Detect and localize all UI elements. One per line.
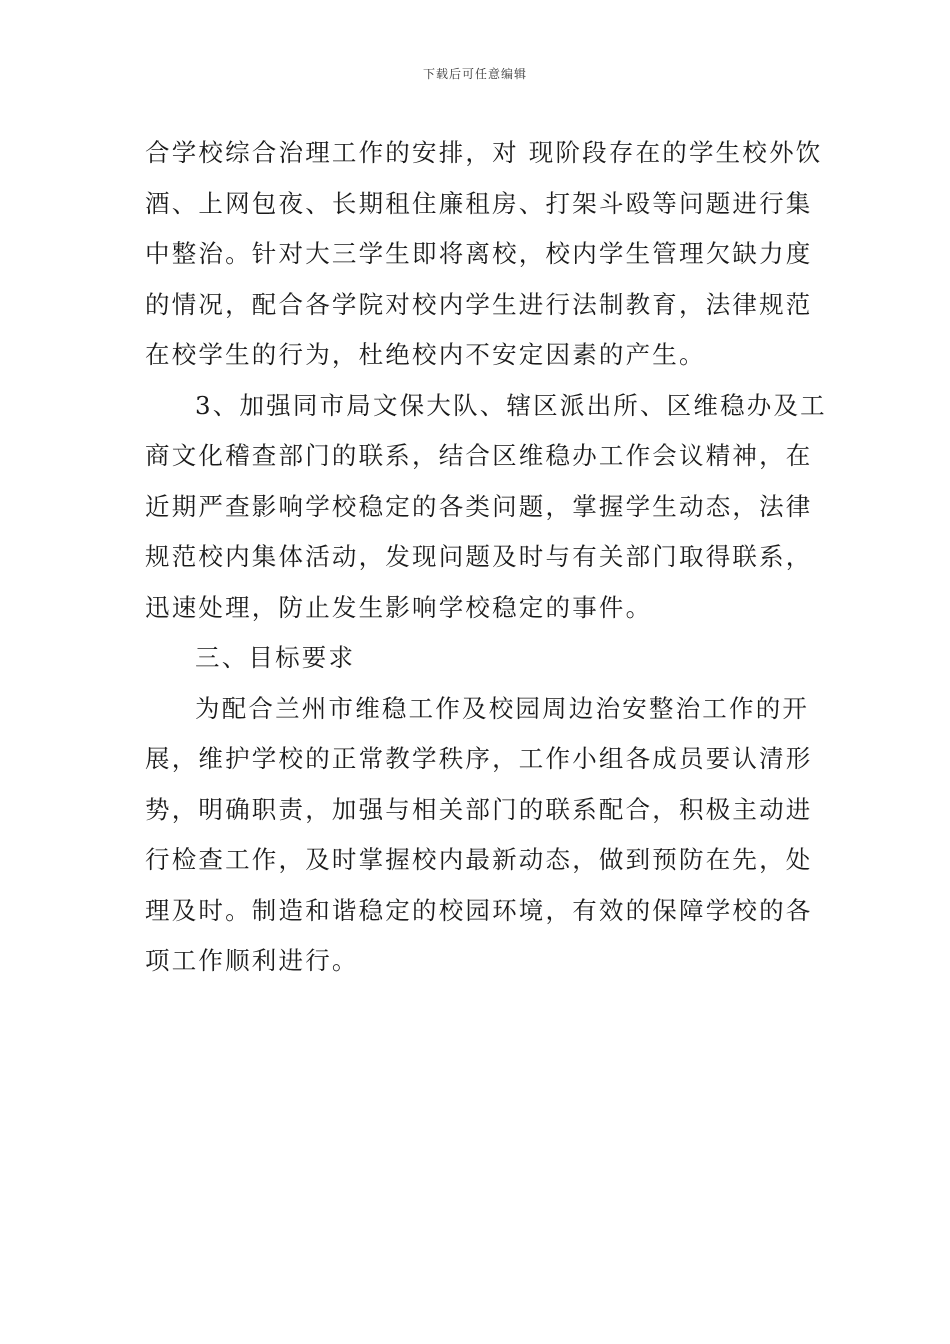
text-line: 行检查工作，及时掌握校内最新动态，做到预防在先，处 (145, 845, 813, 874)
text-line: 的情况，配合各学院对校内学生进行法制教育，法律规范 (145, 289, 813, 319)
text-line: 项工作顺利进行。 (145, 946, 359, 975)
text-line: 3、加强同市局文保大队、辖区派出所、区维稳办及工 (195, 390, 827, 420)
text-line: 势，明确职责，加强与相关部门的联系配合，积极主动进 (145, 794, 813, 824)
text-line: 理及时。制造和谐稳定的校园环境，有效的保障学校的各 (145, 895, 813, 925)
heading-line: 三、目标要求 (195, 643, 356, 672)
document-body (145, 128, 827, 987)
text-line: 近期严查影响学校稳定的各类问题，掌握学生动态，法律 (145, 491, 813, 521)
section-heading (145, 633, 805, 684)
page-header: 下载后可任意编辑 (422, 67, 527, 81)
text-line: 为配合兰州市维稳工作及校园周边治安整治工作的开 (195, 693, 810, 723)
text-line: 规范校内集体活动，发现问题及时与有关部门取得联系， (145, 542, 813, 571)
paragraph-2 (145, 381, 827, 634)
text-line: 合学校综合治理工作的安排，对 现阶段存在的学生校外饮 (145, 138, 823, 167)
text-line: 酒、上网包夜、长期租住廉租房、打架斗殴等问题进行集 (145, 188, 813, 218)
text-line: 展，维护学校的正常教学秩序，工作小组各成员要认清形 (145, 744, 813, 773)
text-line: 迅速处理，防止发生影响学校稳定的事件。 (145, 592, 653, 622)
paragraph-1 (145, 128, 823, 381)
paragraph-3 (145, 684, 813, 987)
text-line: 在校学生的行为，杜绝校内不安定因素的产生。 (145, 340, 706, 369)
text-line: 商文化稽查部门的联系，结合区维稳办工作会议精神，在 (145, 441, 813, 470)
text-line: 中整治。针对大三学生即将离校，校内学生管理欠缺力度 (145, 239, 813, 268)
